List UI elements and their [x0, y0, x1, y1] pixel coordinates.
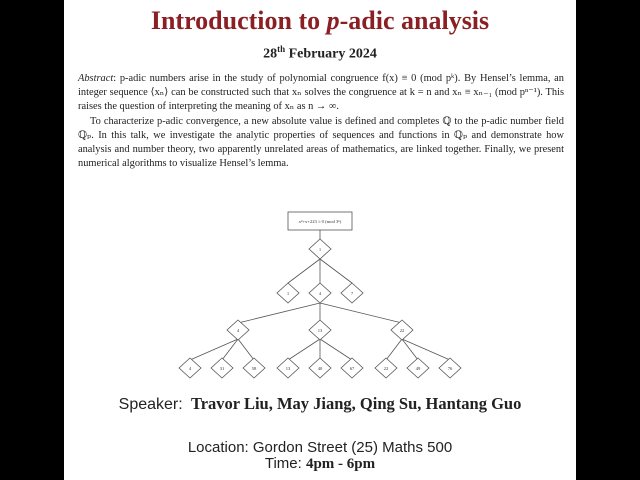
event-date [64, 44, 576, 63]
speaker-label: Speaker: [118, 396, 183, 413]
tree-node-label: 1 [286, 291, 290, 296]
date-day: 28 [263, 46, 278, 62]
abstract-paragraph-1 [78, 72, 564, 115]
tree-node-label: 4 [188, 366, 192, 371]
speaker-line [64, 394, 576, 414]
tree-node-label: 1 [318, 247, 322, 252]
tree-level3-nodes [227, 320, 413, 340]
abstract-text-1: : p-adic numbers arise in the study of polynomial congruence f(x) ≡ 0 (mod pᵏ). By Hensel’s lemma, an integer sequence ⟨xₙ⟩ can be constructed such that xₙ solves the congruence at k = n and xₙ ≡ xₙ₋₁ (mod pⁿ⁻¹). This raises the question of interpreting the meaning of xₙ as n → ∞. [78, 73, 564, 113]
tree-node-label: 4 [318, 291, 322, 296]
tree-node-label: 58 [251, 366, 257, 371]
abstract-paragraph-2: To characterize p-adic convergence, a new absolute value is defined and completes ℚ to the p-adic number field ℚₚ. In this talk, we investigate the analytic properties of sequences and functions in ℚₚ and demonstrate how analysis and number theory, two apparently unrelated areas of mathematics, are linked together. Finally, we present numerical algorithms to visualize Hensel’s lemma. [78, 115, 564, 170]
date-rest: February 2024 [285, 46, 377, 62]
location-value: Gordon Street (25) Maths 500 [252, 439, 453, 456]
title-prefix: Introduction to [150, 6, 327, 35]
speaker-names: Travor Liu, May Jiang, Qing Su, Hantang Guo [190, 394, 522, 413]
tree-node-label: 31 [219, 366, 225, 371]
tree-node-label: 13 [285, 366, 291, 371]
abstract-label: Abstract [78, 73, 114, 84]
tree-node-label: 67 [349, 366, 355, 371]
time-value: 4pm - 6pm [305, 456, 376, 472]
tree-level2-nodes [277, 283, 363, 303]
tree-node-label: 40 [317, 366, 323, 371]
tree-level4-nodes [179, 358, 461, 378]
title-variable: p [326, 6, 340, 35]
abstract [78, 72, 564, 171]
location-block [64, 440, 576, 472]
poster-page [64, 0, 576, 480]
location-line [64, 440, 576, 456]
tree-node-label: 22 [399, 328, 405, 333]
tree-level1-node [309, 239, 331, 259]
page-title [64, 6, 576, 36]
tree-node-label: 13 [317, 328, 323, 333]
tree-node-label: 49 [415, 366, 421, 371]
location-label: Location: [187, 439, 249, 456]
tree-node-label: 22 [383, 366, 389, 371]
time-label: Time: [264, 455, 302, 472]
time-line [64, 456, 576, 472]
tree-node-label: 7 [350, 291, 354, 296]
tree-node-label: 76 [447, 366, 453, 371]
title-suffix: -adic analysis [339, 6, 490, 35]
tree-node-label: 4 [236, 328, 240, 333]
tree-root-node [288, 212, 352, 230]
date-ordinal: th [277, 44, 286, 54]
tree-root-label: x²+x+223 ≡ 0 (mod 3ᵏ) [298, 219, 342, 224]
hensel-tree-diagram [160, 210, 480, 390]
